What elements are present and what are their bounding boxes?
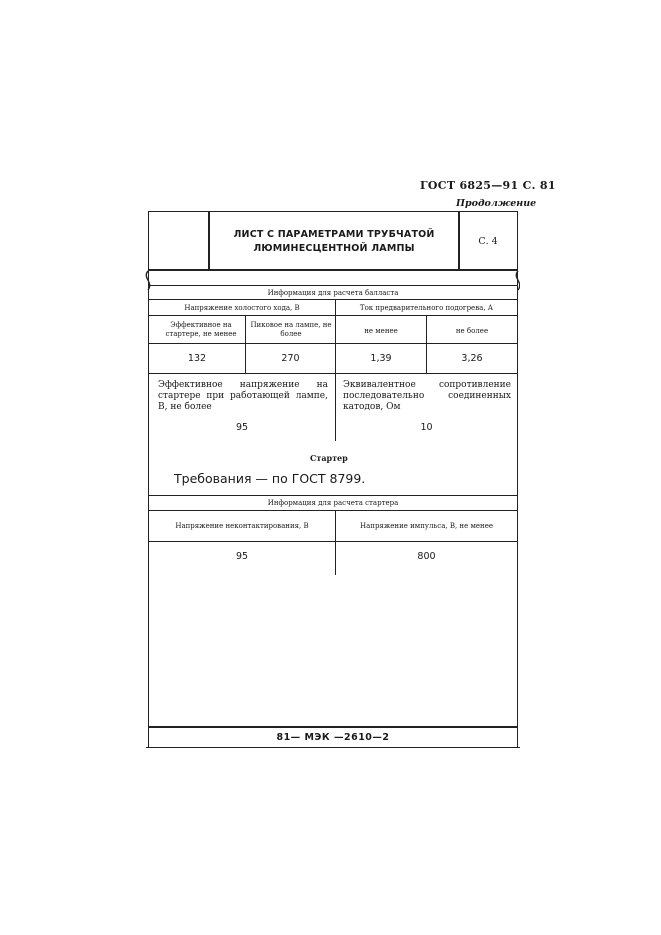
value-peak: 270 (281, 353, 300, 364)
voltage-group-header: Напряжение холостого хода, В (184, 304, 300, 312)
working-voltage-label: Эффективное напряжение на стартере при работающей лампе, В, не более (158, 380, 328, 412)
ballast-col-divider-right (426, 315, 427, 373)
value-nonconductive: 95 (235, 551, 249, 562)
ballast-heading-line (149, 299, 517, 300)
footer-bottom-line (146, 747, 520, 748)
value-working-voltage: 95 (235, 422, 249, 433)
col-peak-header: Пиковое на лампе, не более (250, 321, 332, 338)
footer-code: 81— МЭК —2610—2 (276, 732, 390, 743)
starter-section-title: Стартер (310, 453, 348, 463)
value-current-max: 3,26 (461, 353, 483, 364)
starter-center-divider (335, 510, 336, 575)
col-max-header: не более (455, 327, 489, 335)
ballast-heading: Информация для расчета балласта (267, 289, 399, 297)
group-header-line (149, 315, 517, 316)
document-title (210, 228, 458, 256)
continuation-label: Продолжение (456, 198, 537, 209)
footer-top-line (148, 726, 518, 728)
ballast-center-divider (335, 299, 336, 441)
starter-heading-line (149, 510, 517, 511)
values-line (149, 373, 517, 374)
col-nonconductive-header: Напряжение неконтактирования, В (175, 522, 309, 530)
ballast-col-divider-left (245, 315, 246, 373)
sheet-number: С. 4 (478, 236, 498, 247)
starter-top-line (149, 495, 517, 496)
col-pulse-header: Напряжение импульса, В, не менее (360, 522, 493, 530)
ballast-top-line (149, 285, 517, 286)
starter-heading: Информация для расчета стартера (267, 499, 399, 507)
value-pulse: 800 (417, 551, 436, 562)
col-min-header: не менее (364, 327, 398, 335)
cathode-resistance-label: Эквивалентное сопротивление последовательно соединенных катодов, Ом (343, 380, 511, 412)
value-cathode-resistance: 10 (420, 422, 433, 433)
value-effective: 132 (187, 353, 207, 364)
starter-subheader-line (149, 541, 517, 542)
gost-header: ГОСТ 6825—91 С. 81 (420, 179, 556, 192)
value-current-min: 1,39 (370, 353, 392, 364)
col-effective-header: Эффективное на стартере, не менее (165, 321, 237, 338)
starter-requirements: Требования — по ГОСТ 8799. (174, 471, 366, 486)
current-group-header: Ток предварительного подогрева, А (359, 304, 494, 312)
subheader-line (149, 343, 517, 344)
title-line-2: ЛЮМИНЕСЦЕНТНОЙ ЛАМПЫ (253, 243, 415, 254)
title-line-1: ЛИСТ С ПАРАМЕТРАМИ ТРУБЧАТОЙ (233, 229, 435, 240)
